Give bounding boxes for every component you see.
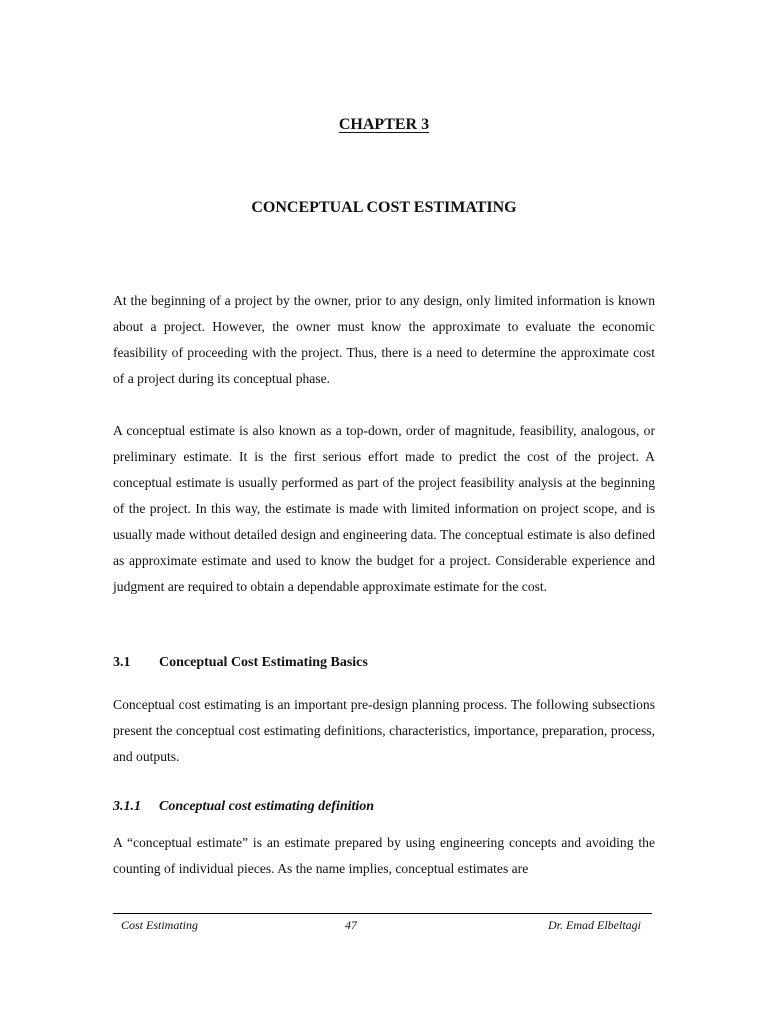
section-number: 3.1 bbox=[113, 655, 131, 670]
subsection-heading-3-1-1 bbox=[113, 799, 374, 815]
body-paragraph-1: At the beginning of a project by the owner, prior to any design, only limited information is known about a project. However, the owner must know the approximate to evaluate the economic feasibility of proceeding with the project. Thus, there is a need to determine the approximate cost of a project during its conceptual phase. bbox=[113, 293, 655, 386]
chapter-label bbox=[0, 116, 768, 134]
footer-author: Dr. Emad Elbeltagi bbox=[548, 918, 641, 932]
subsection-title: Conceptual cost estimating definition bbox=[159, 799, 375, 814]
section-3-1-paragraph: Conceptual cost estimating is an important pre-design planning process. The following subsections present the conceptual cost estimating definitions, characteristics, importance, preparation, process, and outputs. bbox=[113, 697, 655, 764]
section-title: Conceptual Cost Estimating Basics bbox=[159, 655, 368, 670]
footer-page-number: 47 bbox=[345, 918, 357, 932]
footer-divider bbox=[113, 913, 652, 914]
body-paragraph-2: A conceptual estimate is also known as a top-down, order of magnitude, feasibility, analogous, or preliminary estimate. It is the first serious effort made to predict the cost of the project. A conceptual estimate is usually performed as part of the project feasibility analysis at the beginning of the project. In this way, the estimate is made with limited information on project scope, and is usually made without detailed design and engineering data. The conceptual estimate is also defined as approximate estimate and used to know the budget for a project. Considerable experience and judgment are required to obtain a dependable approximate estimate for the cost. bbox=[113, 423, 655, 594]
subsection-number: 3.1.1 bbox=[113, 799, 141, 814]
section-3-1-1-paragraph: A “conceptual estimate” is an estimate prepared by using engineering concepts and avoiding the counting of individual pieces. As the name implies, conceptual estimates are bbox=[113, 835, 655, 876]
section-heading-3-1 bbox=[113, 655, 368, 671]
chapter-title: CONCEPTUAL COST ESTIMATING bbox=[251, 199, 517, 216]
footer-book-title: Cost Estimating bbox=[121, 918, 199, 932]
chapter-label-text: CHAPTER 3 bbox=[338, 116, 430, 133]
